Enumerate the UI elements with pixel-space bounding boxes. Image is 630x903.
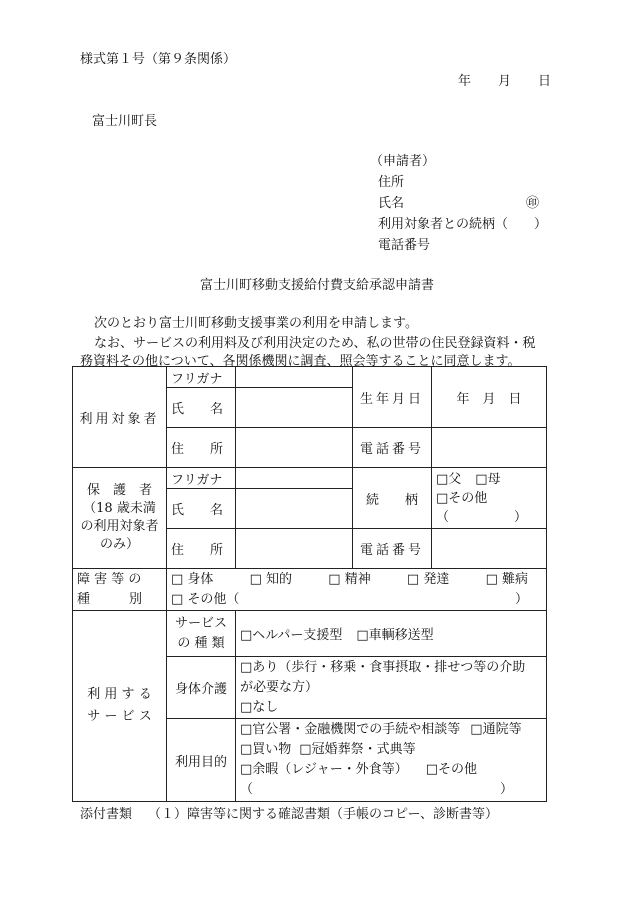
service-section-label: [73, 611, 167, 802]
application-table: [72, 366, 547, 802]
paragraph-1: 次のとおり富士川町移動支援事業の利用を申請します。: [94, 316, 418, 331]
dob-value: 年 月 日: [456, 391, 522, 407]
service-type-options: [236, 611, 547, 657]
purpose-hospital-checkbox[interactable]: □通院等: [470, 722, 522, 737]
guardian-furigana-label: フリガナ: [167, 468, 236, 489]
disability-physical-checkbox[interactable]: □ 身体: [171, 571, 214, 587]
guardian-name-field[interactable]: [236, 489, 353, 529]
purpose-other-field[interactable]: （ ）: [240, 782, 514, 797]
physical-care-options: [236, 657, 547, 719]
relation-other-checkbox[interactable]: □その他: [436, 490, 488, 506]
addressee: 富士川町長: [92, 114, 158, 129]
date-month-label: 月: [498, 74, 512, 89]
guardian-label-line-3: の利用対象者: [80, 519, 159, 534]
paragraph-2-line-2: 務資料その他について、各関係機関に調査、照会等することに同意します。: [80, 354, 521, 369]
user-phone-label: 電話番号: [353, 428, 432, 468]
paragraph-2-line-1: なお、サービスの利用料及び利用決定のため、私の世帯の住民登録資料・税: [94, 336, 536, 351]
disability-intractable-checkbox[interactable]: □ 難病: [485, 571, 528, 587]
disability-label-line-2: 種 別: [77, 591, 143, 607]
disability-other-close: ）: [514, 591, 528, 607]
guardian-name-label: 氏 名: [167, 489, 236, 529]
service-vehicle-checkbox[interactable]: □車輌移送型: [356, 628, 434, 643]
applicant-address-label: 住所: [378, 175, 405, 190]
attachments-label: 添付書類: [80, 807, 133, 822]
disability-label-line-1: 障 害 等 の: [77, 571, 142, 587]
attachment-1: （１）障害等に関する確認書類（手帳のコピー、診断書等）: [148, 807, 498, 822]
disability-type-label: [73, 569, 167, 611]
user-name-field[interactable]: [236, 388, 353, 428]
purpose-ceremony-checkbox[interactable]: □冠婚葬祭・式典等: [299, 742, 416, 757]
disability-developmental-checkbox[interactable]: □ 発達: [406, 571, 450, 587]
user-furigana-field[interactable]: [236, 367, 353, 388]
disability-options: [167, 569, 547, 611]
seal-mark: ㊞: [526, 196, 540, 211]
disability-other-checkbox[interactable]: □ その他（: [171, 591, 240, 607]
user-furigana-label: フリガナ: [167, 367, 236, 388]
user-section-label: 利用対象者: [73, 367, 167, 468]
applicant-relation-label: 利用対象者との続柄（ ）: [378, 217, 548, 232]
relation-other-field[interactable]: （ ）: [436, 509, 528, 525]
dob-field[interactable]: [432, 367, 547, 428]
applicant-phone-label: 電話番号: [378, 238, 431, 253]
applicant-name-label: 氏名: [378, 196, 405, 211]
purpose-label: 利用目的: [167, 719, 236, 802]
purpose-other-checkbox[interactable]: □その他: [425, 762, 477, 777]
relation-options: [432, 468, 547, 529]
service-type-label-line-2: の 種 類: [177, 635, 225, 651]
guardian-phone-field[interactable]: [432, 529, 547, 569]
document-title: 富士川町移動支援給付費支給承認申請書: [200, 278, 435, 293]
relation-father-checkbox[interactable]: □父: [436, 471, 462, 487]
service-helper-checkbox[interactable]: □ヘルパー支援型: [240, 628, 343, 643]
physical-care-yes-checkbox[interactable]: □あり（歩行・移乗・食事摂取・排せつ等の介助: [240, 659, 526, 675]
dob-label-text: 生年月日: [359, 391, 424, 407]
purpose-government-checkbox[interactable]: □官公署・金融機関での手続や相談等: [240, 722, 461, 737]
guardian-label-line-2: （18 歳未満: [83, 501, 156, 516]
relation-label: 続 柄: [353, 468, 432, 529]
purpose-leisure-checkbox[interactable]: □余暇（レジャー・外食等）: [240, 762, 408, 777]
guardian-furigana-field[interactable]: [236, 468, 353, 489]
guardian-section-label: [73, 468, 167, 569]
disability-mental-checkbox[interactable]: □ 精神: [328, 571, 371, 587]
guardian-address-field[interactable]: [236, 529, 353, 569]
user-name-label: 氏 名: [167, 388, 236, 428]
purpose-shopping-checkbox[interactable]: □買い物: [240, 742, 292, 757]
service-type-label: [167, 611, 236, 657]
service-label-line-1: 利 用 す る: [87, 687, 152, 702]
applicant-title: （申請者）: [370, 154, 436, 169]
service-type-label-line-1: サービス: [174, 615, 227, 631]
user-phone-field[interactable]: [432, 428, 547, 468]
physical-care-no-checkbox[interactable]: □なし: [240, 699, 279, 715]
guardian-phone-label: 電話番号: [353, 529, 432, 569]
user-address-field[interactable]: [236, 428, 353, 468]
date-day-label: 日: [538, 74, 552, 89]
service-label-line-2: サ ー ビ ス: [87, 709, 152, 724]
guardian-label-line-1: 保 護 者: [86, 483, 152, 498]
disability-intellectual-checkbox[interactable]: □ 知的: [249, 571, 293, 587]
relation-mother-checkbox[interactable]: □母: [475, 471, 501, 487]
dob-label: [353, 367, 432, 428]
date-year-label: 年: [458, 74, 472, 89]
guardian-label-line-4: のみ）: [99, 537, 139, 552]
guardian-address-label: 住 所: [167, 529, 236, 569]
physical-care-yes-line-2: が必要な方）: [240, 679, 319, 695]
user-address-label: 住 所: [167, 428, 236, 468]
form-number: 様式第１号（第９条関係）: [80, 52, 237, 67]
purpose-options: [236, 719, 547, 802]
physical-care-label: 身体介護: [167, 657, 236, 719]
